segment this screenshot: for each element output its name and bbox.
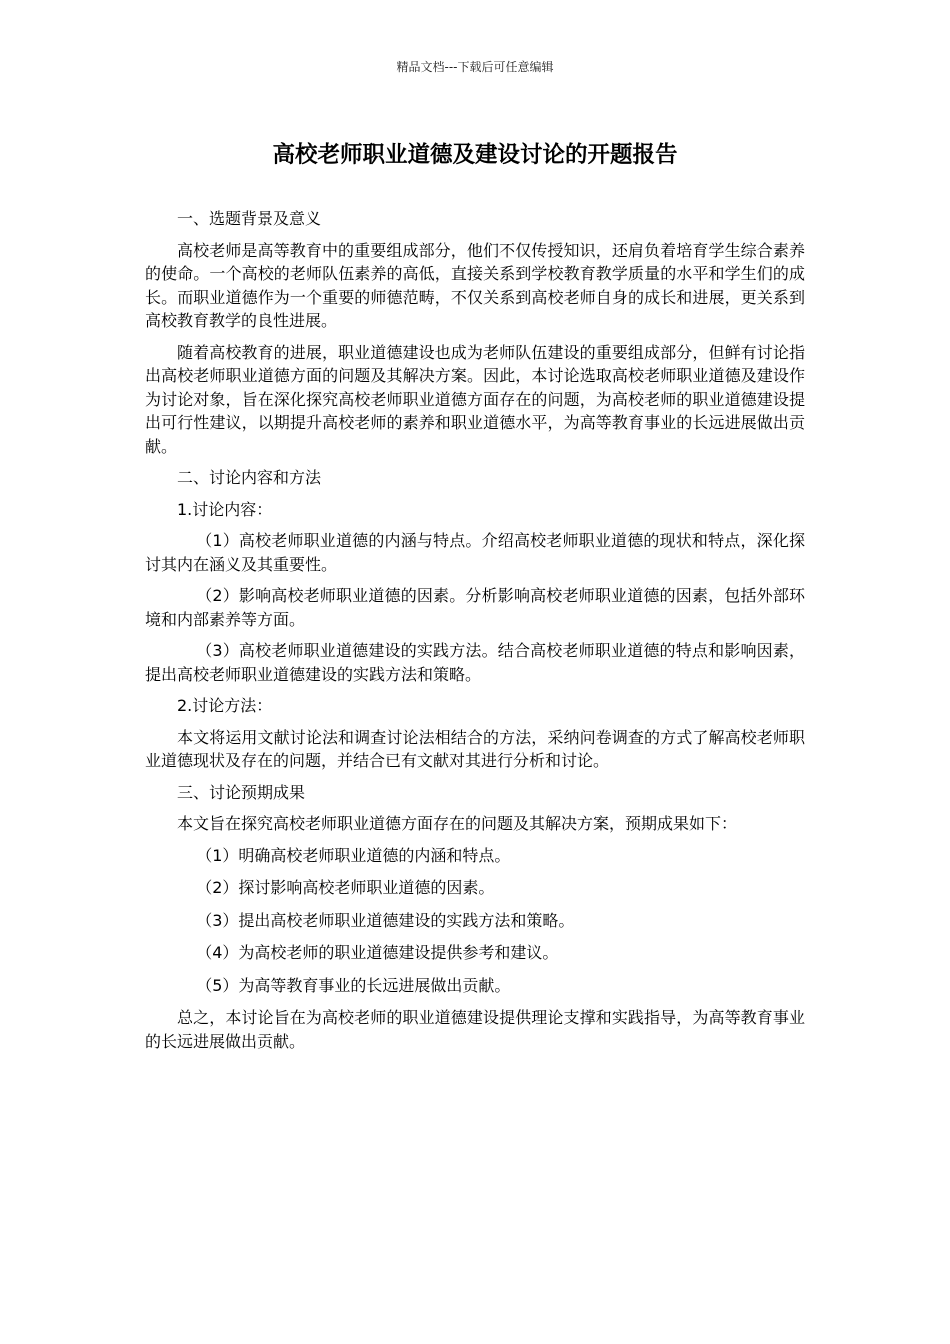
expected-result-item: （4）为高校老师的职业道德建设提供参考和建议。 [196, 943, 559, 962]
expected-result-item: （2）探讨影响高校老师职业道德的因素。 [196, 878, 495, 897]
content-item-1: （1）高校老师职业道德的内涵与特点。介绍高校老师职业道德的现状和特点，深化探讨其内在涵义及其重要性。 [145, 531, 805, 574]
document-body [145, 207, 805, 1061]
paragraph-background-1: 高校老师是高等教育中的重要组成部分，他们不仅传授知识，还肩负着培育学生综合素养的使命。一个高校的老师队伍素养的高低，直接关系到学校教育教学质量的水平和学生们的成长。而职业道德作为一个重要的师德范畴，不仅关系到高校老师自身的成长和进展，更关系到高校教育教学的良性进展。 [145, 240, 805, 330]
document-title: 高校老师职业道德及建设讨论的开题报告 [272, 142, 678, 168]
paragraph-method: 本文将运用文献讨论法和调查讨论法相结合的方法，采纳问卷调查的方式了解高校老师职业道德现状及存在的问题，并结合已有文献对其进行分析和讨论。 [145, 727, 805, 770]
content-item-3: （3）高校老师职业道德建设的实践方法。结合高校老师职业道德的特点和影响因素，提出高校老师职业道德建设的实践方法和策略。 [145, 641, 805, 684]
section-heading-background: 一、选题背景及意义 [177, 209, 322, 228]
page-header-note: 精品文档---下载后可任意编辑 [396, 60, 554, 74]
subheading-content: 1.讨论内容： [177, 499, 273, 519]
paragraph-background-2: 随着高校教育的进展，职业道德建设也成为老师队伍建设的重要组成部分，但鲜有讨论指出高校老师职业道德方面的问题及其解决方案。因此，本讨论选取高校老师职业道德及建设作为讨论对象，旨在深化探究高校老师职业道德方面存在的问题，为高校老师的职业道德建设提出可行性建议，以期提升高校老师的素养和职业道德水平，为高等教育事业的长远进展做出贡献。 [145, 342, 805, 456]
paragraph-conclusion: 总之，本讨论旨在为高校老师的职业道德建设提供理论支撑和实践指导，为高等教育事业的长远进展做出贡献。 [145, 1008, 805, 1051]
content-item-2: （2）影响高校老师职业道德的因素。分析影响高校老师职业道德的因素，包括外部环境和内部素养等方面。 [145, 586, 805, 629]
paragraph-expected-intro: 本文旨在探究高校老师职业道德方面存在的问题及其解决方案，预期成果如下： [177, 814, 738, 833]
section-heading-expected-results: 三、讨论预期成果 [177, 782, 306, 802]
expected-result-item: （1）明确高校老师职业道德的内涵和特点。 [196, 845, 511, 865]
expected-result-item: （5）为高等教育事业的长远进展做出贡献。 [196, 975, 511, 995]
expected-result-item: （3）提出高校老师职业道德建设的实践方法和策略。 [196, 910, 575, 930]
subheading-method: 2.讨论方法： [177, 696, 273, 715]
section-heading-content-method: 二、讨论内容和方法 [177, 468, 322, 487]
